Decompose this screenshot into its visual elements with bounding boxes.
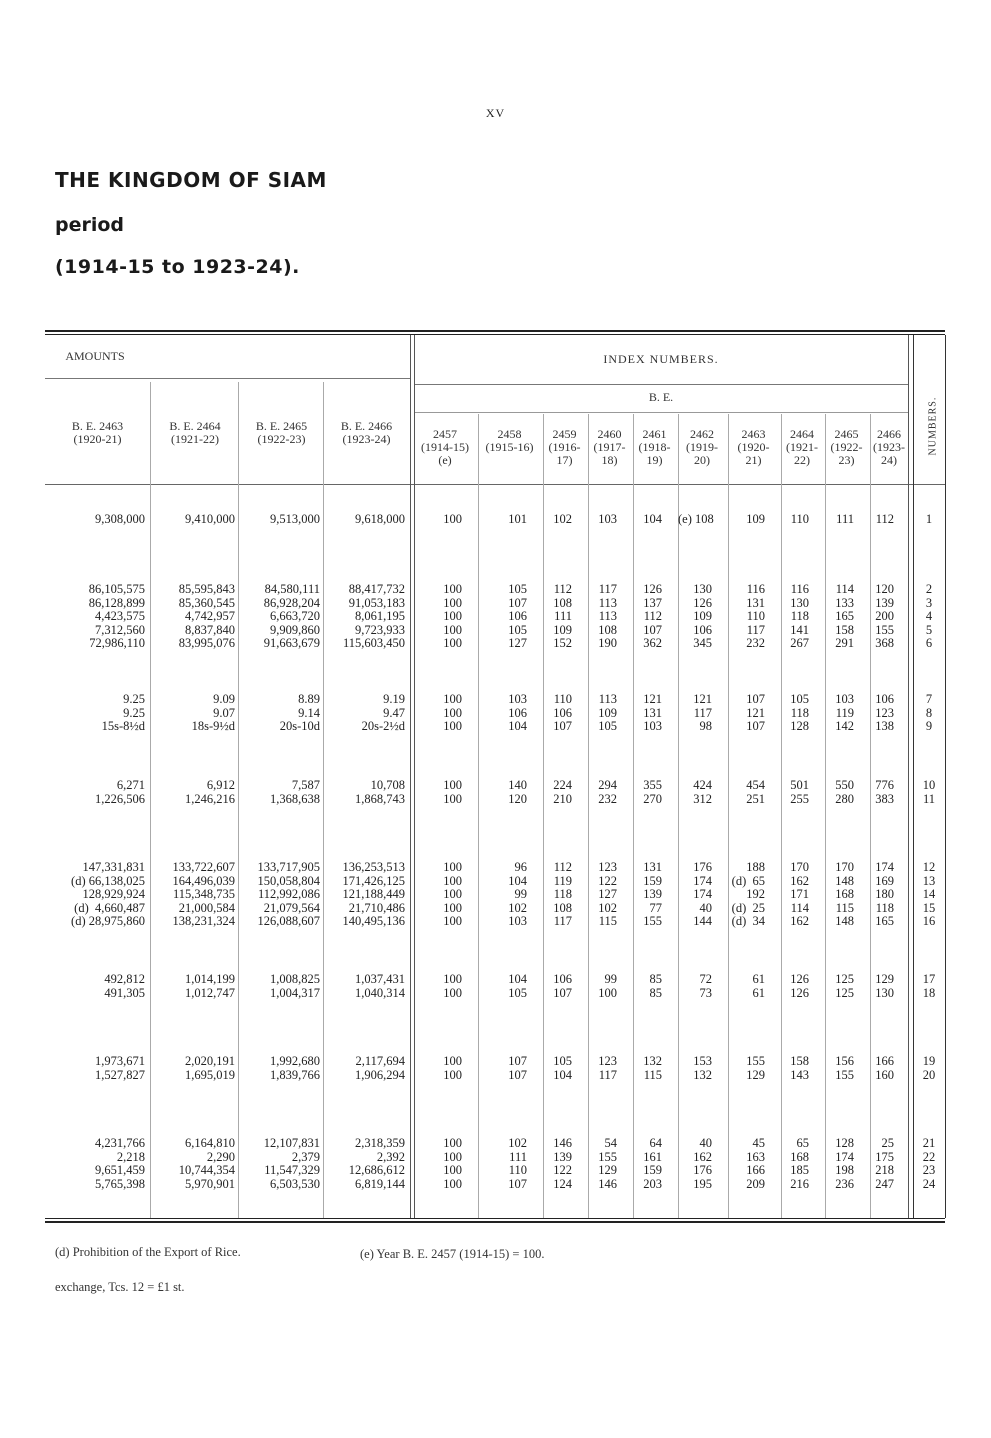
index-cell: 40 162 176 195 — [693, 1136, 712, 1191]
index-cell: 355 270 — [643, 778, 662, 806]
index-cell: 100 100 — [443, 778, 462, 806]
amount-cell: 6,271 1,226,506 — [95, 778, 145, 806]
divider-line — [414, 335, 415, 1218]
row-number-cell: 12 13 14 15 16 — [922, 860, 936, 929]
row-number-cell: 7 8 9 — [925, 692, 933, 734]
index-cell: 130 126 109 106 345 — [693, 582, 712, 651]
index-cell: 129 130 — [875, 972, 894, 1000]
index-cell: 776 383 — [875, 778, 894, 806]
divider-line — [908, 335, 909, 1218]
index-header-rule — [414, 384, 908, 385]
index-cell: 166 160 — [875, 1054, 894, 1082]
amount-cell: 1,992,680 1,839,766 — [270, 1054, 320, 1082]
index-cell: (e) 108 — [678, 512, 714, 526]
page-title: THE KINGDOM OF SIAM — [55, 168, 327, 192]
divider-line — [478, 414, 479, 1218]
row-number-cell: 17 18 — [922, 972, 936, 1000]
amount-cell: 2,117,694 1,906,294 — [355, 1054, 405, 1082]
index-cell: 454 251 — [746, 778, 765, 806]
divider-line — [945, 335, 946, 1218]
index-cell: 110 — [790, 512, 809, 526]
divider-line — [543, 414, 544, 1218]
divider-line — [825, 414, 826, 1218]
index-cell: 103 106 104 — [508, 692, 527, 734]
index-cell: 104 — [643, 512, 662, 526]
index-cell: 100 100 100 — [443, 692, 462, 734]
row-number-cell: 2 3 4 5 6 — [925, 582, 933, 651]
amount-cell: 88,417,732 91,053,183 8,061,195 9,723,933 115,603,450 — [342, 582, 405, 651]
bottom-rule-thin — [45, 1218, 945, 1219]
index-cell: 100 100 100 100 — [443, 1136, 462, 1191]
divider-line — [678, 414, 679, 1218]
amount-cell: 136,253,513 171,426,125 121,188,449 21,710,486 140,495,136 — [342, 860, 405, 929]
index-cell: 103 119 142 — [835, 692, 854, 734]
divider-line — [633, 414, 634, 1218]
index-cell: 131 159 139 77 155 — [643, 860, 662, 929]
amount-cell: 10,708 1,868,743 — [355, 778, 405, 806]
index-cell: 65 168 185 216 — [790, 1136, 809, 1191]
divider-line — [781, 414, 782, 1218]
amount-cell: 133,717,905 150,058,804 112,992,086 21,079,564 126,088,607 — [257, 860, 320, 929]
index-cell: 126 137 112 107 362 — [643, 582, 662, 651]
index-column-header: 2459 (1916- 17) — [548, 427, 581, 467]
index-cell: 112 119 118 108 117 — [553, 860, 572, 929]
amount-cell: 2,318,359 2,392 12,686,612 6,819,144 — [348, 1136, 405, 1191]
title-years: (1914-15 to 1923-24). — [55, 256, 300, 278]
index-cell: 117 113 113 108 190 — [598, 582, 617, 651]
amount-cell: 9,618,000 — [355, 512, 405, 526]
index-cell: 105 104 — [553, 1054, 572, 1082]
amount-cell: 9,410,000 — [185, 512, 235, 526]
index-cell: 121 131 103 — [643, 692, 662, 734]
row-number-cell: 1 — [925, 512, 933, 526]
amount-cell: 492,812 491,305 — [104, 972, 145, 1000]
index-cell: 111 — [836, 512, 854, 526]
row-number-cell: 21 22 23 24 — [922, 1136, 936, 1191]
amount-cell: 6,912 1,246,216 — [185, 778, 235, 806]
index-cell: 170 162 171 114 162 — [790, 860, 809, 929]
index-cell: 85 85 — [649, 972, 662, 1000]
index-cell: 61 61 — [752, 972, 765, 1000]
index-cell: 156 155 — [835, 1054, 854, 1082]
title-period: period — [55, 214, 125, 236]
index-cell: 128 174 198 236 — [835, 1136, 854, 1191]
index-cell: 109 — [746, 512, 765, 526]
bottom-rule — [45, 1221, 945, 1223]
index-column-header: 2461 (1918- 19) — [638, 427, 671, 467]
index-cell: 120 139 200 155 368 — [875, 582, 894, 651]
index-numbers-header: INDEX NUMBERS. — [603, 352, 719, 366]
index-cell: 99 100 — [598, 972, 617, 1000]
index-cell: 105 118 128 — [790, 692, 809, 734]
index-cell: 501 255 — [790, 778, 809, 806]
index-cell: 146 139 122 124 — [553, 1136, 572, 1191]
index-cell: 100 100 — [443, 1054, 462, 1082]
index-cell: 45 163 166 209 — [746, 1136, 765, 1191]
amount-cell: 9,308,000 — [95, 512, 145, 526]
footnote-d: (d) Prohibition of the Export of Rice. — [55, 1245, 241, 1259]
divider-line — [913, 335, 914, 1218]
amount-cell: 84,580,111 86,928,204 6,663,720 9,909,860 91,663,679 — [263, 582, 320, 651]
index-cell: 116 130 118 141 267 — [790, 582, 809, 651]
index-cell: 294 232 — [598, 778, 617, 806]
index-cell: 158 143 — [790, 1054, 809, 1082]
page-number: XV — [485, 106, 506, 120]
index-column-header: 2460 (1917- 18) — [593, 427, 626, 467]
index-cell: 100 100 — [443, 972, 462, 1000]
amount-cell: 2,020,191 1,695,019 — [185, 1054, 235, 1082]
divider-line — [870, 414, 871, 1218]
column-header-rule — [45, 484, 945, 485]
be-header-rule — [414, 412, 908, 413]
amount-cell: 1,973,671 1,527,827 — [95, 1054, 145, 1082]
index-cell: 126 126 — [790, 972, 809, 1000]
index-cell: 54 155 129 146 — [598, 1136, 617, 1191]
amount-cell: 86,105,575 86,128,899 4,423,575 7,312,560 72,986,110 — [88, 582, 145, 651]
index-cell: 224 210 — [553, 778, 572, 806]
index-column-header: 2462 (1919- 20) — [686, 427, 718, 467]
amount-cell: 12,107,831 2,379 11,547,329 6,503,530 — [263, 1136, 320, 1191]
index-cell: 174 169 180 118 165 — [875, 860, 894, 929]
index-cell: 125 125 — [835, 972, 854, 1000]
index-cell: 170 148 168 115 148 — [835, 860, 854, 929]
index-cell: 188 (d) 65 192 (d) 25 (d) 34 — [731, 860, 765, 929]
index-cell: 123 117 — [598, 1054, 617, 1082]
amount-cell: 1,014,199 1,012,747 — [185, 972, 235, 1000]
amount-cell: 133,722,607 164,496,039 115,348,735 21,000,584 138,231,324 — [172, 860, 235, 929]
index-cell: 96 104 99 102 103 — [508, 860, 527, 929]
be-header: B. E. — [648, 390, 674, 404]
index-cell: 123 122 127 102 115 — [598, 860, 617, 929]
amount-cell: 6,164,810 2,290 10,744,354 5,970,901 — [178, 1136, 235, 1191]
index-cell: 25 175 218 247 — [875, 1136, 894, 1191]
index-cell: 550 280 — [835, 778, 854, 806]
index-cell: 113 109 105 — [598, 692, 617, 734]
top-rule-thin — [45, 334, 945, 335]
index-column-header: 2458 (1915-16) — [485, 427, 534, 454]
row-number-cell: 10 11 — [922, 778, 936, 806]
divider-line — [588, 414, 589, 1218]
amount-cell: 9.25 9.25 15s-8½d — [101, 692, 145, 734]
index-cell: 106 123 138 — [875, 692, 894, 734]
amount-cell: 85,595,843 85,360,545 4,742,957 8,837,840 83,995,076 — [178, 582, 235, 651]
amount-column-header: B. E. 2465 (1922-23) — [255, 419, 308, 446]
amount-cell: 7,587 1,368,638 — [270, 778, 320, 806]
amount-cell: 147,331,831 (d) 66,138,025 128,929,924 (d) 4,660,487 (d) 28,975,860 — [71, 860, 145, 929]
index-cell: 100 — [443, 512, 462, 526]
index-cell: 100 100 100 100 100 — [443, 860, 462, 929]
index-column-header: 2466 (1923- 24) — [873, 427, 905, 467]
amount-cell: 1,008,825 1,004,317 — [270, 972, 320, 1000]
index-cell: 424 312 — [693, 778, 712, 806]
index-cell: 116 131 110 117 232 — [746, 582, 765, 651]
amounts-header: AMOUNTS — [65, 349, 125, 363]
index-cell: 101 — [508, 512, 527, 526]
index-cell: 132 115 — [643, 1054, 662, 1082]
amount-cell: 1,037,431 1,040,314 — [355, 972, 405, 1000]
amount-cell: 4,231,766 2,218 9,651,459 5,765,398 — [95, 1136, 145, 1191]
index-cell: 110 106 107 — [553, 692, 572, 734]
index-column-header: 2457 (1914-15) (e) — [421, 427, 469, 467]
amount-cell: 9.19 9.47 20s-2½d — [361, 692, 405, 734]
row-number-cell: 19 20 — [922, 1054, 936, 1082]
amount-column-header: B. E. 2463 (1920-21) — [71, 419, 124, 446]
amount-cell: 8.89 9.14 20s-10d — [279, 692, 320, 734]
index-cell: 107 107 — [508, 1054, 527, 1082]
index-column-header: 2465 (1922- 23) — [830, 427, 863, 467]
amount-column-header: B. E. 2464 (1921-22) — [169, 419, 221, 446]
numbers-header: NUMBERS. — [927, 396, 939, 456]
index-cell: 121 117 98 — [693, 692, 712, 734]
top-rule — [45, 330, 945, 332]
index-cell: 103 — [598, 512, 617, 526]
index-cell: 176 174 174 40 144 — [693, 860, 712, 929]
index-cell: 100 100 100 100 100 — [443, 582, 462, 651]
footnote-e: (e) Year B. E. 2457 (1914-15) = 100. — [360, 1247, 545, 1261]
index-cell: 104 105 — [508, 972, 527, 1000]
amount-column-header: B. E. 2466 (1923-24) — [340, 419, 393, 446]
index-cell: 105 107 106 105 127 — [508, 582, 527, 651]
index-cell: 102 — [553, 512, 572, 526]
index-cell: 112 — [875, 512, 894, 526]
footnote-exchange: exchange, Tcs. 12 = £1 st. — [55, 1280, 185, 1294]
index-cell: 102 111 110 107 — [508, 1136, 527, 1191]
amount-cell: 9,513,000 — [270, 512, 320, 526]
index-cell: 72 73 — [699, 972, 712, 1000]
divider-line — [728, 414, 729, 1218]
index-cell: 155 129 — [746, 1054, 765, 1082]
index-column-header: 2463 (1920- 21) — [737, 427, 770, 467]
index-column-header: 2464 (1921- 22) — [786, 427, 818, 467]
index-cell: 64 161 159 203 — [643, 1136, 662, 1191]
index-cell: 106 107 — [553, 972, 572, 1000]
amount-cell: 9.09 9.07 18s-9½d — [191, 692, 235, 734]
index-cell: 153 132 — [693, 1054, 712, 1082]
index-cell: 114 133 165 158 291 — [835, 582, 854, 651]
index-cell: 140 120 — [508, 778, 527, 806]
index-cell: 112 108 111 109 152 — [553, 582, 572, 651]
amounts-header-rule — [45, 378, 410, 379]
index-cell: 107 121 107 — [746, 692, 765, 734]
divider-line — [410, 335, 411, 1218]
